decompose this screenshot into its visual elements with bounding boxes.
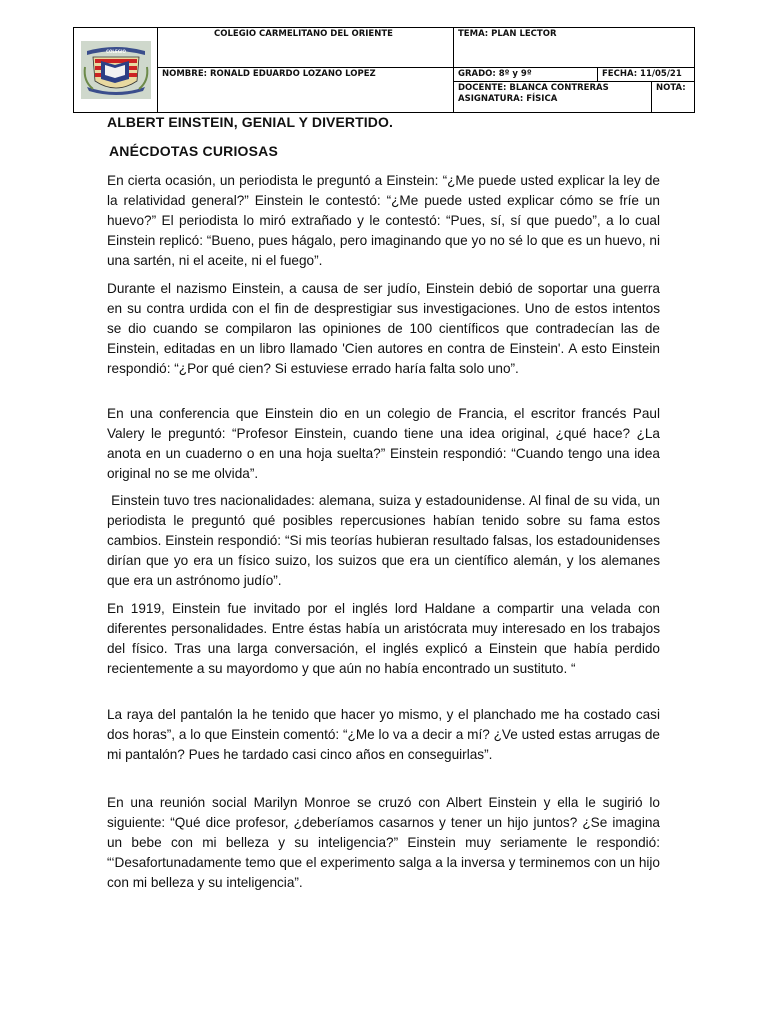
paragraph-7: En una reunión social Marilyn Monroe se cruzó con Albert Einstein y ella le sugirió lo siguiente: “Qué dice profesor, ¿deberíamos casarnos y tener un hijo juntos? ¿Se imagina un bebe con mi belleza y su inteligencia?” Einstein muy seriamente le respondió: “‘Desafortunadamente temo que el experimento salga a la inversa y terminemos con un hijo con mi belleza y su inteligencia”. bbox=[107, 795, 660, 890]
school-name: COLEGIO CARMELITANO DEL ORIENTE bbox=[158, 28, 454, 68]
asignatura-field: ASIGNATURA: FÍSICA bbox=[458, 94, 558, 104]
document-subtitle: ANÉCDOTAS CURIOSAS bbox=[109, 143, 279, 159]
paragraph-5: En 1919, Einstein fue invitado por el inglés lord Haldane a compartir una velada con diferentes personalidades. Entre éstas había un aristócrata muy interesado en los trabajos del físico. Tras una larga conversación, el inglés explicó a Einstein que había perdido recientemente a su mayordomo y que aún no había encontrado un sustituto. “ bbox=[107, 601, 660, 676]
nombre-field: NOMBRE: RONALD EDUARDO LOZANO LOPEZ bbox=[158, 68, 454, 112]
nota-field: NOTA: bbox=[656, 83, 686, 93]
docente-field: DOCENTE: BLANCA CONTRERAS bbox=[458, 83, 609, 93]
fecha-field: FECHA: 11/05/21 bbox=[598, 68, 694, 82]
logo-text: COLEGIO bbox=[105, 49, 126, 54]
paragraph-4: Einstein tuvo tres nacionalidades: alemana, suiza y estadounidense. Al final de su vida, un periodista le preguntó qué posibles repercusiones habían tenido sobre su fama estos cambios. Einstein respondió: “Si mis teorías hubieran resultado falsas, los estadounidenses dirían que yo era un físico suizo, los suizos que era un científico alemán, y los alemanes que era un astrónomo judío”. bbox=[107, 493, 664, 588]
grado-field: GRADO: 8º y 9º bbox=[454, 68, 598, 82]
tema-field: TEMA: PLAN LECTOR bbox=[454, 28, 694, 68]
docente-cell bbox=[454, 82, 652, 112]
header-table bbox=[73, 27, 695, 113]
paragraph-2: Durante el nazismo Einstein, a causa de ser judío, Einstein debió de soportar una guerra en su contra urdida con el fin de desprestigiar sus investigaciones. Uno de estos intentos se dio cuando se compilaron las opiniones de 100 científicos que contradecían las de Einstein, editadas en un libro llamado 'Cien autores en contra de Einstein'. A esto Einstein respondió: “¿Por qué cien? Si estuviese errado haría falta solo uno”. bbox=[107, 281, 660, 376]
logo-cell bbox=[74, 28, 158, 112]
paragraph-1: En cierta ocasión, un periodista le preguntó a Einstein: “¿Me puede usted explicar la ley de la relatividad general?” Einstein le contestó: “¿Me puede usted explicar cómo se fríe un huevo?” El periodista lo miró extrañado y le contestó: “Pues, sí, sí que puedo”, a lo cual Einstein replicó: “Bueno, pues hágalo, pero imaginando que yo no sé lo que es un huevo, ni una sartén, ni el aceite, ni el fuego”. bbox=[107, 173, 660, 268]
paragraph-3: En una conferencia que Einstein dio en un colegio de Francia, el escritor francés Paul Valery le preguntó: “Profesor Einstein, cuando tiene una idea original, ¿qué hace? ¿La anota en un cuaderno o en una hoja suelta?” Einstein respondió: “Cuando tengo una idea original no se me olvida”. bbox=[107, 406, 660, 481]
school-crest-icon bbox=[81, 41, 151, 99]
document-title: ALBERT EINSTEIN, GENIAL Y DIVERTIDO. bbox=[107, 114, 393, 130]
paragraph-6: La raya del pantalón la he tenido que hacer yo mismo, y el planchado me ha costado casi dos horas”, a lo que Einstein comentó: “¿Me lo va a decir a mí? ¿Ve usted estas arrugas de mi pantalón? Pues he tardado casi cinco años en conseguirlas”. bbox=[107, 707, 660, 762]
